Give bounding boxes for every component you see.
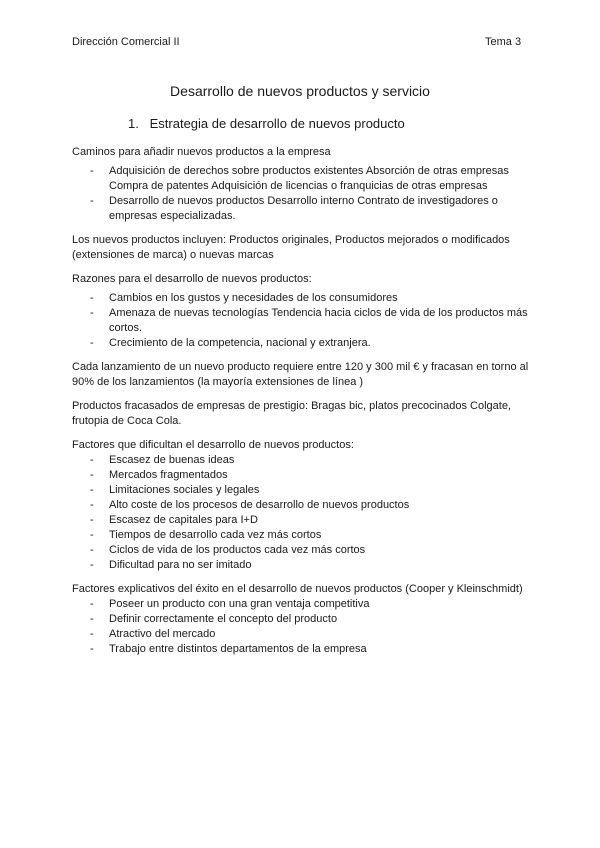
header-topic: Tema 3 — [485, 36, 522, 48]
lanzamiento-paragraph: Cada lanzamiento de un nuevo producto requiere entre 120 y 300 mil € y fracasan en torno al 90% de los lanzamientos (la mayoría extensiones de línea ) — [72, 361, 529, 388]
exito-intro: Factores explicativos del éxito en el desarrollo de nuevos productos (Cooper y Kleinschmidt) — [72, 583, 523, 595]
caminos-list — [72, 164, 542, 224]
list-item: - Definir correctamente el concepto del producto — [72, 612, 542, 627]
list-item: - Limitaciones sociales y legales — [72, 483, 542, 498]
section-label: Estrategia de desarrollo de nuevos producto — [149, 116, 405, 131]
list-item: - Atractivo del mercado — [72, 627, 542, 642]
list-item: - Escasez de buenas ideas — [72, 453, 542, 468]
list-item: - Alto coste de los procesos de desarrollo de nuevos productos — [72, 498, 542, 513]
list-item: - Cambios en los gustos y necesidades de los consumidores — [72, 291, 542, 306]
section-heading — [128, 116, 405, 131]
dificultan-intro: Factores que dificultan el desarrollo de nuevos productos: — [72, 439, 354, 451]
list-item: - Crecimiento de la competencia, nacional y extranjera. — [72, 336, 542, 351]
section-number: 1. — [128, 116, 139, 131]
list-item: - Escasez de capitales para I+D — [72, 513, 542, 528]
razones-list — [72, 291, 542, 351]
document-body — [72, 145, 542, 657]
list-item: - Mercados fragmentados — [72, 468, 542, 483]
list-item: - Desarrollo de nuevos productos Desarrollo interno Contrato de investigadores o empresas especializadas. — [72, 194, 542, 224]
list-item: - Trabajo entre distintos departamentos de la empresa — [72, 642, 542, 657]
incluyen-paragraph: Los nuevos productos incluyen: Productos originales, Productos mejorados o modificados (extensiones de marca) o nuevas marcas — [72, 234, 510, 261]
document-title: Desarrollo de nuevos productos y servicio — [170, 83, 430, 99]
list-item: - Ciclos de vida de los productos cada vez más cortos — [72, 543, 542, 558]
list-item: - Tiempos de desarrollo cada vez más cortos — [72, 528, 542, 543]
list-item: - Adquisición de derechos sobre productos existentes Absorción de otras empresas Compra de patentes Adquisición de licencias o franquicias de otras empresas — [72, 164, 542, 194]
exito-list — [72, 597, 542, 657]
list-item: - Dificultad para no ser imitado — [72, 558, 542, 573]
caminos-intro: Caminos para añadir nuevos productos a la empresa — [72, 146, 331, 158]
list-item: - Amenaza de nuevas tecnologías Tendencia hacia ciclos de vida de los productos más cortos. — [72, 306, 542, 336]
header-course: Dirección Comercial II — [72, 36, 180, 48]
razones-intro: Razones para el desarrollo de nuevos productos: — [72, 273, 312, 285]
list-item: - Poseer un producto con una gran ventaja competitiva — [72, 597, 542, 612]
dificultan-list — [72, 453, 542, 573]
fracasados-paragraph: Productos fracasados de empresas de prestigio: Bragas bic, platos precocinados Colgate, frutopia de Coca Cola. — [72, 400, 512, 427]
